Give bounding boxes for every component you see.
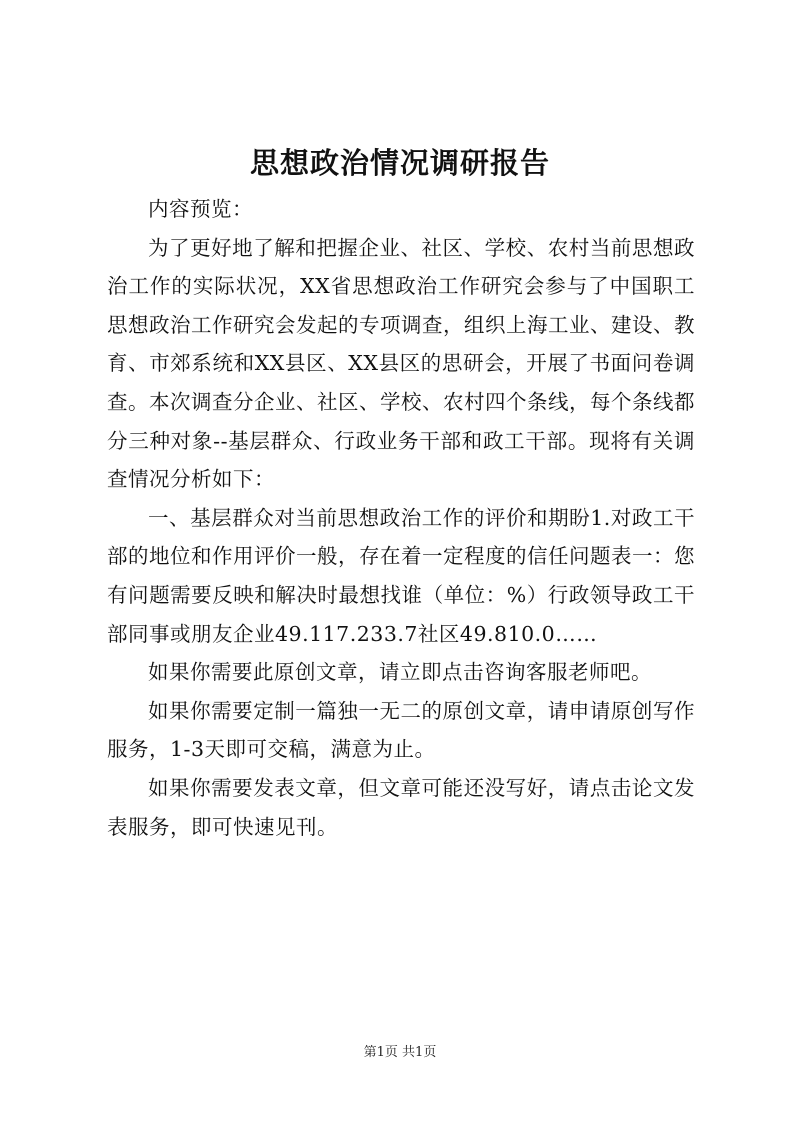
preview-label: 内容预览： — [148, 197, 253, 221]
paragraph-custom-writing: 如果你需要定制一篇独一无二的原创文章，请申请原创写作服务，1-3天即可交稿，满意为止。 — [107, 698, 695, 762]
page-number-footer: 第1页 共1页 — [363, 1045, 437, 1060]
document-body — [107, 190, 695, 846]
document-title: 思想政治情况调研报告 — [249, 146, 550, 180]
paragraph-section-one: 一、基层群众对当前思想政治工作的评价和期盼1.对政工干部的地位和作用评价一般，存在着一定程度的信任问题表一：您有问题需要反映和解决时最想找谁（单位：%）行政领导政工干部同事或朋友企业49.117.233.7社区49.810.0…… — [107, 505, 695, 646]
paragraph-intro: 为了更好地了解和把握企业、社区、学校、农村当前思想政治工作的实际状况，XX省思想政治工作研究会参与了中国职工思想政治工作研究会发起的专项调查，组织上海工业、建设、教育、市郊系统和XX县区、XX县区的思研会，开展了书面问卷调查。本次调查分企业、社区、学校、农村四个条线，每个条线都分三种对象--基层群众、行政业务干部和政工干部。现将有关调查情况分析如下： — [107, 235, 695, 492]
paragraph-consult: 如果你需要此原创文章，请立即点击咨询客服老师吧。 — [148, 660, 652, 685]
paragraph-publishing: 如果你需要发表文章，但文章可能还没写好，请点击论文发表服务，即可快速见刊。 — [107, 775, 695, 839]
